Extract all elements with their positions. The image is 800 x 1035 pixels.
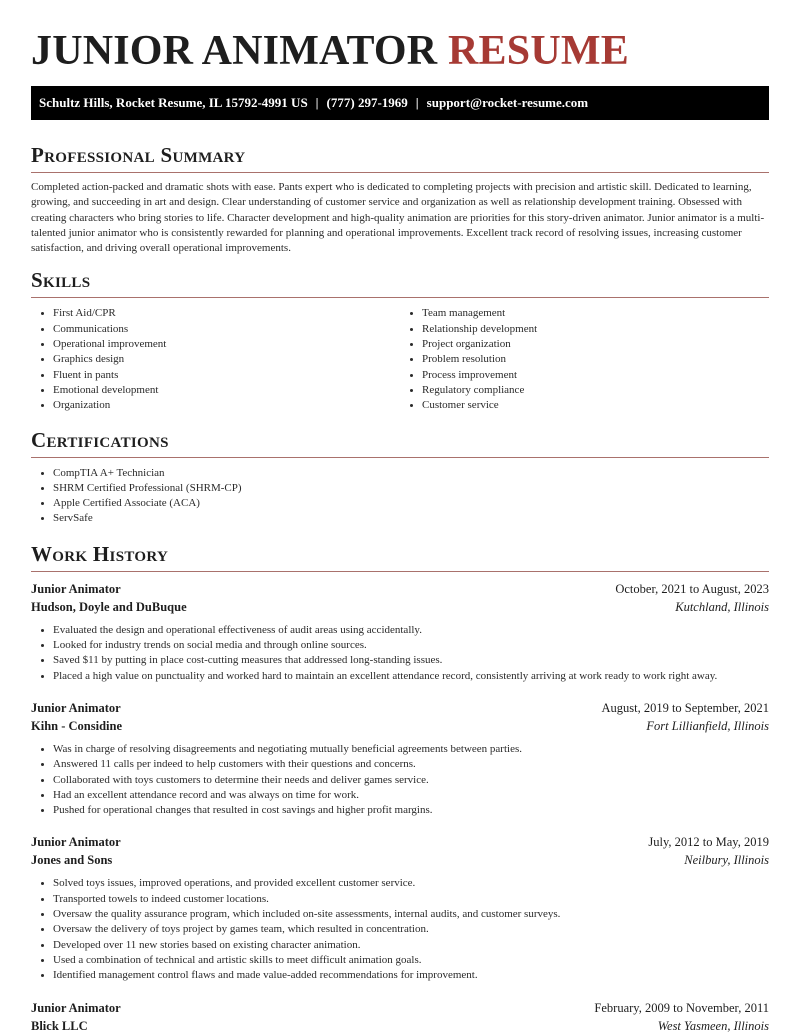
job-entry — [31, 699, 769, 818]
summary-section — [31, 142, 769, 256]
job-company: Jones and Sons — [31, 853, 113, 868]
section-divider — [31, 172, 769, 173]
job-location: Neilbury, Illinois — [684, 853, 769, 868]
contact-separator: | — [415, 95, 419, 110]
job-dates: February, 2009 to November, 2011 — [594, 1000, 769, 1015]
summary-text: Completed action-packed and dramatic shots with ease. Pants expert who is dedicated to completing projects with precision and artistic skill. Dedicated to learning, growing, and succeeding in art and design. Clear understanding of customer service and organization as well as relationship development training. Obsessed with creating characters who bring stories to life. Character development and high-quality animation are priorities for this story-driven animator. Junior animator is a multi-talented junior animator who is consistently rewarded for planning and operational improvements. Excellent track record of resolving issues, increasing customer satisfaction, and driving overall operational improvements. — [31, 181, 765, 255]
job-bullet: • Pushed for operational changes that resulted in cost savings and higher profit margins. — [53, 803, 769, 818]
work-history-section — [31, 541, 769, 1035]
certifications-section — [31, 427, 769, 527]
title-accent: RESUME — [448, 28, 629, 74]
job-bullet: • Answered 11 calls per indeed to help customers with their questions and concerns. — [53, 757, 769, 772]
job-title: Junior Animator — [31, 835, 121, 850]
skill-item: • Organization — [53, 398, 400, 413]
job-location: Fort Lillianfield, Illinois — [646, 718, 769, 733]
skills-section — [31, 267, 769, 413]
skill-item: • Fluent in pants — [53, 368, 400, 383]
job-bullet: • Oversaw the quality assurance program, which included on-site assessments, internal audits, and customer surveys. — [53, 907, 769, 922]
section-title-certifications: Certifications — [31, 427, 169, 452]
resume-title — [31, 0, 769, 80]
certification-item: • SHRM Certified Professional (SHRM-CP) — [53, 481, 769, 496]
job-title: Junior Animator — [31, 700, 121, 715]
job-bullet: • Was in charge of resolving disagreements and negotiating mutually beneficial agreements between parties. — [53, 742, 769, 757]
title-main: JUNIOR ANIMATOR — [31, 28, 438, 74]
skill-item: • First Aid/CPR — [53, 306, 400, 321]
job-bullet: • Had an excellent attendance record and was always on time for work. — [53, 788, 769, 803]
job-bullet: • Transported towels to indeed customer locations. — [53, 892, 769, 907]
job-entry — [31, 999, 769, 1035]
certification-item: • Apple Certified Associate (ACA) — [53, 496, 769, 511]
skills-columns — [31, 306, 769, 413]
section-title-summary: Professional Summary — [31, 143, 246, 167]
job-dates: October, 2021 to August, 2023 — [615, 581, 769, 596]
skill-item: • Graphics design — [53, 352, 400, 367]
section-divider — [31, 297, 769, 298]
job-bullet: • Placed a high value on punctuality and worked hard to maintain an excellent attendance record, consistently arriving at work ready to work right away. — [53, 669, 769, 684]
skills-list-right — [400, 306, 769, 413]
job-entry — [31, 580, 769, 684]
skill-item: • Operational improvement — [53, 337, 400, 352]
job-header-row — [31, 833, 769, 851]
job-bullet: • Evaluated the design and operational effectiveness of audit areas using accidentally. — [53, 623, 769, 638]
skill-item: • Emotional development — [53, 383, 400, 398]
skill-item: • Team management — [422, 306, 769, 321]
job-bullet: • Solved toys issues, improved operations, and provided excellent customer service. — [53, 876, 769, 891]
job-company-row — [31, 717, 769, 735]
skill-item: • Problem resolution — [422, 352, 769, 367]
job-company: Hudson, Doyle and DuBuque — [31, 599, 187, 614]
job-bullet: • Oversaw the delivery of toys project by games team, which resulted in concentration. — [53, 922, 769, 937]
certification-item: • ServSafe — [53, 511, 769, 526]
job-company-row — [31, 1017, 769, 1035]
job-company: Kihn - Considine — [31, 718, 123, 733]
contact-separator: | — [315, 95, 319, 110]
job-dates: August, 2019 to September, 2021 — [601, 700, 769, 715]
job-header-row — [31, 999, 769, 1017]
certification-item: • CompTIA A+ Technician — [53, 466, 769, 481]
contact-address: Schultz Hills, Rocket Resume, IL 15792-4991 US — [39, 95, 308, 110]
job-bullet: • Collaborated with toys customers to determine their needs and deliver games service. — [53, 773, 769, 788]
section-title-work-history: Work History — [31, 541, 169, 566]
job-header-row — [31, 580, 769, 598]
skills-list-left — [31, 306, 400, 413]
section-divider — [31, 457, 769, 458]
skill-item: • Process improvement — [422, 368, 769, 383]
section-divider — [31, 571, 769, 572]
skill-item: • Customer service — [422, 398, 769, 413]
job-bullet: • Looked for industry trends on social media and through online sources. — [53, 638, 769, 653]
job-bullet: • Identified management control flaws and made value-added recommendations for improvement. — [53, 968, 769, 983]
skill-item: • Regulatory compliance — [422, 383, 769, 398]
job-location: Kutchland, Illinois — [675, 599, 769, 614]
job-bullet: • Saved $11 by putting in place cost-cutting measures that addressed long-standing issues. — [53, 653, 769, 668]
job-bullets — [31, 742, 769, 818]
skill-item: • Project organization — [422, 337, 769, 352]
job-company-row — [31, 598, 769, 616]
job-company-row — [31, 851, 769, 869]
section-title-skills: Skills — [31, 268, 91, 293]
skill-item: • Relationship development — [422, 322, 769, 337]
contact-email[interactable]: support@rocket-resume.com — [426, 95, 589, 110]
job-company: Blick LLC — [31, 1018, 88, 1033]
job-bullets — [31, 623, 769, 684]
certifications-list — [31, 466, 769, 527]
job-bullet: • Developed over 11 new stories based on existing character animation. — [53, 938, 769, 953]
job-title: Junior Animator — [31, 1000, 121, 1015]
job-title: Junior Animator — [31, 581, 121, 596]
job-location: West Yasmeen, Illinois — [657, 1018, 769, 1033]
job-bullets — [31, 876, 769, 983]
contact-bar — [31, 86, 769, 120]
job-header-row — [31, 699, 769, 717]
job-bullet: • Used a combination of technical and artistic skills to meet difficult animation goals. — [53, 953, 769, 968]
contact-phone[interactable]: (777) 297-1969 — [326, 95, 408, 110]
job-dates: July, 2012 to May, 2019 — [648, 835, 769, 850]
job-entry — [31, 833, 769, 983]
skill-item: • Communications — [53, 322, 400, 337]
